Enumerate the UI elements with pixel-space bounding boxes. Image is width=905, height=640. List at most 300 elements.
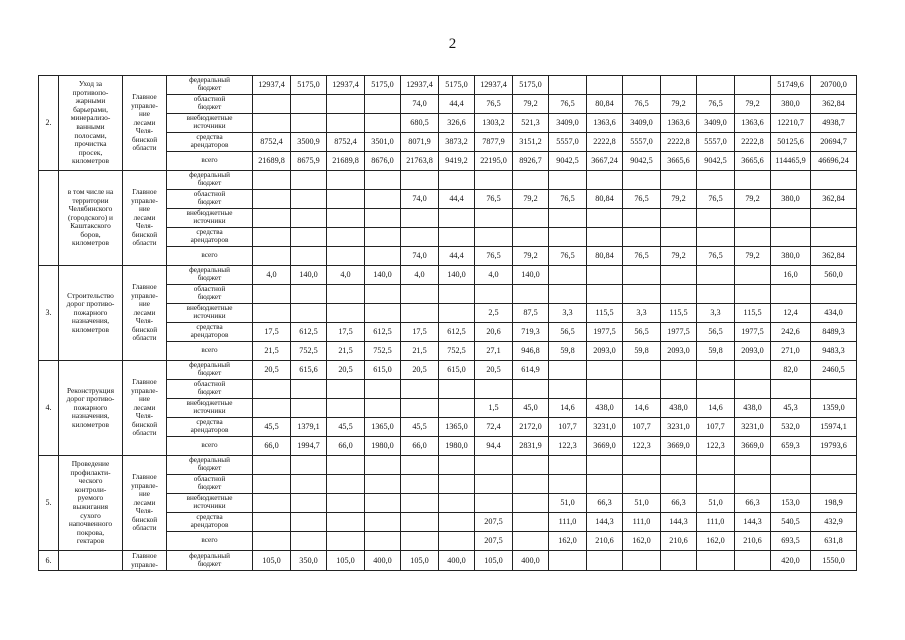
value-cell: [587, 456, 623, 475]
value-cell: 532,0: [771, 418, 811, 437]
value-cell: 115,5: [735, 304, 771, 323]
executor: [123, 361, 167, 456]
value-cell: 45,3: [771, 399, 811, 418]
value-cell: 1980,0: [365, 437, 401, 456]
value-cell: [291, 114, 327, 133]
value-cell: 680,5: [401, 114, 439, 133]
executor-line: Челя-: [135, 127, 154, 136]
executor: [123, 551, 167, 571]
value-cell: 17,5: [253, 323, 291, 342]
value-cell: 3665,6: [661, 152, 697, 171]
value-cell: [253, 190, 291, 209]
value-cell: 631,8: [811, 532, 857, 551]
value-cell: [291, 304, 327, 323]
value-cell: 2831,9: [513, 437, 549, 456]
value-cell: 3665,6: [735, 152, 771, 171]
value-cell: [365, 285, 401, 304]
table-row: [39, 361, 857, 380]
value-cell: 3,3: [549, 304, 587, 323]
value-cell: 540,5: [771, 513, 811, 532]
source-line: арендаторов: [190, 426, 229, 434]
value-cell: [439, 494, 475, 513]
value-cell: [623, 266, 661, 285]
value-cell: [549, 361, 587, 380]
value-cell: [253, 209, 291, 228]
value-cell: 56,5: [549, 323, 587, 342]
value-cell: 432,9: [811, 513, 857, 532]
description-line: руемого: [77, 493, 104, 503]
value-cell: [735, 171, 771, 190]
value-cell: [623, 380, 661, 399]
value-cell: 79,2: [661, 95, 697, 114]
value-cell: 79,2: [513, 95, 549, 114]
source-line: средства: [196, 133, 223, 142]
value-cell: [697, 456, 735, 475]
value-cell: 56,5: [623, 323, 661, 342]
measure-description: [59, 361, 123, 456]
value-cell: [513, 171, 549, 190]
value-cell: 111,0: [623, 513, 661, 532]
description-line: Уход за: [78, 79, 103, 89]
value-cell: 2,5: [475, 304, 513, 323]
value-cell: [365, 171, 401, 190]
description-line: Каштакского: [70, 221, 111, 231]
value-cell: [253, 532, 291, 551]
table-row: [39, 76, 857, 95]
description-line: дорог противо-: [66, 299, 115, 309]
value-cell: [513, 228, 549, 247]
value-cell: [661, 475, 697, 494]
value-cell: 76,5: [623, 95, 661, 114]
value-cell: 21,5: [401, 342, 439, 361]
value-cell: [623, 456, 661, 475]
value-cell: 74,0: [401, 247, 439, 266]
source-line: областной: [193, 475, 226, 484]
value-cell: 9419,2: [439, 152, 475, 171]
funding-source: [167, 304, 253, 323]
description-line: километров: [72, 419, 109, 429]
value-cell: 82,0: [771, 361, 811, 380]
source-line: всего: [201, 536, 218, 545]
value-cell: [549, 551, 587, 571]
value-cell: 1303,2: [475, 114, 513, 133]
value-cell: 79,2: [735, 247, 771, 266]
value-cell: [475, 456, 513, 475]
value-cell: 105,0: [253, 551, 291, 571]
value-cell: 45,5: [253, 418, 291, 437]
value-cell: 20,6: [475, 323, 513, 342]
value-cell: [439, 171, 475, 190]
source-line: всего: [201, 156, 218, 165]
value-cell: 521,3: [513, 114, 549, 133]
value-cell: [697, 361, 735, 380]
value-cell: 1363,6: [661, 114, 697, 133]
value-cell: 400,0: [439, 551, 475, 571]
value-cell: [253, 475, 291, 494]
value-cell: 7877,9: [475, 133, 513, 152]
value-cell: [587, 361, 623, 380]
value-cell: 612,5: [365, 323, 401, 342]
value-cell: [513, 513, 549, 532]
description-line: прочистка: [74, 139, 107, 149]
value-cell: [365, 380, 401, 399]
value-cell: [549, 456, 587, 475]
value-cell: [811, 171, 857, 190]
value-cell: 1977,5: [587, 323, 623, 342]
value-cell: 438,0: [661, 399, 697, 418]
source-line: федеральный: [189, 361, 230, 370]
value-cell: 3231,0: [735, 418, 771, 437]
executor-line: Главное: [132, 282, 157, 291]
value-cell: 162,0: [623, 532, 661, 551]
value-cell: [401, 304, 439, 323]
value-cell: 438,0: [587, 399, 623, 418]
value-cell: [291, 380, 327, 399]
value-cell: [401, 456, 439, 475]
value-cell: 27,1: [475, 342, 513, 361]
value-cell: 21689,8: [253, 152, 291, 171]
source-line: источники: [193, 407, 226, 415]
row-index: 4.: [39, 361, 59, 456]
value-cell: 20,5: [401, 361, 439, 380]
value-cell: 44,4: [439, 247, 475, 266]
source-line: бюджет: [197, 84, 222, 92]
source-line: источники: [193, 217, 226, 225]
value-cell: 8752,4: [327, 133, 365, 152]
value-cell: 1363,6: [587, 114, 623, 133]
measure-description: [59, 266, 123, 361]
source-line: бюджет: [197, 388, 222, 396]
value-cell: [513, 494, 549, 513]
executor-line: Челя-: [135, 317, 154, 326]
executor-line: области: [132, 524, 157, 533]
description-line: выжигания: [72, 502, 109, 511]
value-cell: [291, 209, 327, 228]
executor-line: Челя-: [135, 222, 154, 231]
value-cell: [735, 551, 771, 571]
source-line: федеральный: [189, 171, 230, 180]
value-cell: [291, 399, 327, 418]
value-cell: 615,6: [291, 361, 327, 380]
value-cell: [291, 171, 327, 190]
value-cell: [439, 532, 475, 551]
value-cell: 3,3: [697, 304, 735, 323]
value-cell: [549, 209, 587, 228]
value-cell: 3409,0: [623, 114, 661, 133]
value-cell: [587, 380, 623, 399]
value-cell: 76,5: [475, 95, 513, 114]
executor-line: лесами: [133, 308, 156, 317]
value-cell: [661, 551, 697, 571]
value-cell: 14,6: [623, 399, 661, 418]
value-cell: 612,5: [291, 323, 327, 342]
executor-line: Главное: [132, 377, 157, 386]
executor-line: бинской: [131, 420, 158, 429]
value-cell: 946,8: [513, 342, 549, 361]
value-cell: 8489,3: [811, 323, 857, 342]
value-cell: 380,0: [771, 95, 811, 114]
value-cell: 3231,0: [587, 418, 623, 437]
funding-source: [167, 361, 253, 380]
value-cell: 111,0: [697, 513, 735, 532]
executor-line: Главное: [132, 92, 157, 101]
value-cell: 612,5: [439, 323, 475, 342]
value-cell: [475, 285, 513, 304]
executor-line: Главное: [132, 552, 157, 560]
table-body: [39, 76, 857, 571]
description-line: в том числе на: [67, 186, 114, 196]
funding-source: [167, 437, 253, 456]
source-line: федеральный: [189, 552, 230, 560]
value-cell: [401, 380, 439, 399]
value-cell: 45,0: [513, 399, 549, 418]
value-cell: 615,0: [439, 361, 475, 380]
value-cell: 79,2: [513, 190, 549, 209]
executor-line: бинской: [131, 515, 158, 524]
value-cell: [513, 456, 549, 475]
value-cell: [253, 494, 291, 513]
description-line: сухого: [80, 510, 101, 520]
value-cell: 1994,7: [291, 437, 327, 456]
value-cell: 207,5: [475, 532, 513, 551]
value-cell: 79,2: [735, 95, 771, 114]
value-cell: [291, 95, 327, 114]
value-cell: [623, 228, 661, 247]
value-cell: 8676,0: [365, 152, 401, 171]
value-cell: [697, 285, 735, 304]
value-cell: 9042,5: [623, 152, 661, 171]
value-cell: 12,4: [771, 304, 811, 323]
measure-description: [59, 551, 123, 571]
value-cell: [327, 532, 365, 551]
value-cell: 46696,24: [811, 152, 857, 171]
value-cell: 1977,5: [661, 323, 697, 342]
value-cell: [549, 76, 587, 95]
funding-source: [167, 266, 253, 285]
value-cell: 17,5: [401, 323, 439, 342]
funding-source: [167, 456, 253, 475]
value-cell: [661, 171, 697, 190]
funding-source: [167, 152, 253, 171]
value-cell: [811, 209, 857, 228]
value-cell: [327, 513, 365, 532]
executor-line: лесами: [133, 498, 156, 507]
value-cell: 2093,0: [587, 342, 623, 361]
row-index: 5.: [39, 456, 59, 551]
value-cell: [735, 380, 771, 399]
value-cell: 107,7: [697, 418, 735, 437]
value-cell: [661, 266, 697, 285]
value-cell: [439, 209, 475, 228]
row-index: 3.: [39, 266, 59, 361]
source-line: арендаторов: [190, 521, 229, 529]
value-cell: 20694,7: [811, 133, 857, 152]
value-cell: [291, 494, 327, 513]
value-cell: [439, 456, 475, 475]
value-cell: 2093,0: [735, 342, 771, 361]
value-cell: [365, 475, 401, 494]
value-cell: 51,0: [623, 494, 661, 513]
value-cell: [549, 475, 587, 494]
source-line: областной: [193, 190, 226, 199]
value-cell: 80,84: [587, 95, 623, 114]
value-cell: [587, 76, 623, 95]
value-cell: [291, 513, 327, 532]
value-cell: 20,5: [327, 361, 365, 380]
page-number: 2: [448, 36, 457, 52]
description-line: назначения,: [71, 411, 110, 421]
value-cell: 4,0: [475, 266, 513, 285]
value-cell: 94,4: [475, 437, 513, 456]
value-cell: [587, 209, 623, 228]
value-cell: 140,0: [513, 266, 549, 285]
executor-line: управле-: [131, 560, 158, 569]
value-cell: 326,6: [439, 114, 475, 133]
value-cell: 400,0: [513, 551, 549, 571]
value-cell: 5175,0: [365, 76, 401, 95]
source-line: внебюджетные: [186, 114, 233, 123]
value-cell: 271,0: [771, 342, 811, 361]
source-line: средства: [196, 228, 223, 237]
value-cell: [365, 190, 401, 209]
value-cell: [327, 475, 365, 494]
value-cell: 5175,0: [439, 76, 475, 95]
value-cell: 362,84: [811, 95, 857, 114]
value-cell: [661, 380, 697, 399]
value-cell: [623, 285, 661, 304]
value-cell: [735, 475, 771, 494]
description-line: Проведение: [71, 459, 110, 469]
executor-line: бинской: [131, 230, 158, 239]
value-cell: [771, 171, 811, 190]
value-cell: 74,0: [401, 95, 439, 114]
funding-source: [167, 323, 253, 342]
value-cell: 3669,0: [661, 437, 697, 456]
value-cell: [623, 209, 661, 228]
value-cell: [253, 304, 291, 323]
value-cell: [475, 228, 513, 247]
value-cell: [253, 95, 291, 114]
value-cell: [697, 380, 735, 399]
description-line: просек,: [78, 147, 103, 157]
value-cell: [291, 247, 327, 266]
funding-source: [167, 399, 253, 418]
value-cell: [327, 456, 365, 475]
table-row: [39, 551, 857, 571]
executor-line: Челя-: [135, 412, 154, 421]
value-cell: [811, 228, 857, 247]
value-cell: [365, 456, 401, 475]
measure-description: [59, 76, 123, 171]
value-cell: [291, 190, 327, 209]
value-cell: 107,7: [623, 418, 661, 437]
value-cell: [587, 551, 623, 571]
value-cell: [439, 399, 475, 418]
executor-line: области: [132, 239, 157, 248]
executor: [123, 456, 167, 551]
value-cell: 4,0: [327, 266, 365, 285]
description-line: Строительство: [67, 290, 114, 300]
description-line: напочвенного: [68, 519, 113, 529]
executor-line: Главное: [132, 472, 157, 481]
value-cell: [697, 171, 735, 190]
value-cell: [475, 380, 513, 399]
value-cell: 693,5: [771, 532, 811, 551]
value-cell: [697, 266, 735, 285]
funding-source: [167, 133, 253, 152]
executor-line: области: [132, 334, 157, 343]
source-line: бюджет: [197, 293, 222, 301]
table-row: [39, 171, 857, 190]
value-cell: 438,0: [735, 399, 771, 418]
value-cell: [623, 171, 661, 190]
executor-line: лесами: [133, 213, 156, 222]
value-cell: 350,0: [291, 551, 327, 571]
funding-source: [167, 209, 253, 228]
value-cell: 51,0: [697, 494, 735, 513]
funding-source: [167, 380, 253, 399]
description-line: боров,: [80, 229, 101, 239]
value-cell: 8675,9: [291, 152, 327, 171]
value-cell: 3873,2: [439, 133, 475, 152]
funding-source: [167, 532, 253, 551]
executor-line: Челя-: [135, 507, 154, 516]
value-cell: 3669,0: [735, 437, 771, 456]
value-cell: 144,3: [661, 513, 697, 532]
description-line: километров: [72, 324, 109, 334]
funding-source: [167, 171, 253, 190]
funding-source: [167, 228, 253, 247]
source-line: всего: [201, 441, 218, 450]
value-cell: [401, 532, 439, 551]
value-cell: 20,5: [475, 361, 513, 380]
value-cell: [771, 285, 811, 304]
executor-line: управле-: [131, 291, 158, 300]
description-line: полосами,: [74, 130, 107, 140]
value-cell: 400,0: [365, 551, 401, 571]
source-line: средства: [196, 513, 223, 522]
value-cell: 1359,0: [811, 399, 857, 418]
executor-line: ние: [139, 205, 150, 214]
value-cell: [365, 513, 401, 532]
value-cell: 162,0: [697, 532, 735, 551]
value-cell: 5557,0: [549, 133, 587, 152]
source-line: источники: [193, 502, 226, 510]
value-cell: 2093,0: [661, 342, 697, 361]
value-cell: [439, 304, 475, 323]
value-cell: [697, 209, 735, 228]
value-cell: 21,5: [327, 342, 365, 361]
value-cell: [439, 380, 475, 399]
executor-line: области: [132, 429, 157, 438]
source-line: всего: [201, 251, 218, 260]
value-cell: 2222,8: [587, 133, 623, 152]
value-cell: [253, 399, 291, 418]
value-cell: 74,0: [401, 190, 439, 209]
funding-source: [167, 190, 253, 209]
value-cell: 153,0: [771, 494, 811, 513]
source-line: источники: [193, 312, 226, 320]
value-cell: 115,5: [661, 304, 697, 323]
value-cell: [475, 494, 513, 513]
value-cell: [513, 475, 549, 494]
source-line: арендаторов: [190, 236, 229, 244]
executor: [123, 171, 167, 266]
value-cell: 14,6: [697, 399, 735, 418]
value-cell: 17,5: [327, 323, 365, 342]
value-cell: [439, 285, 475, 304]
value-cell: 76,5: [475, 190, 513, 209]
